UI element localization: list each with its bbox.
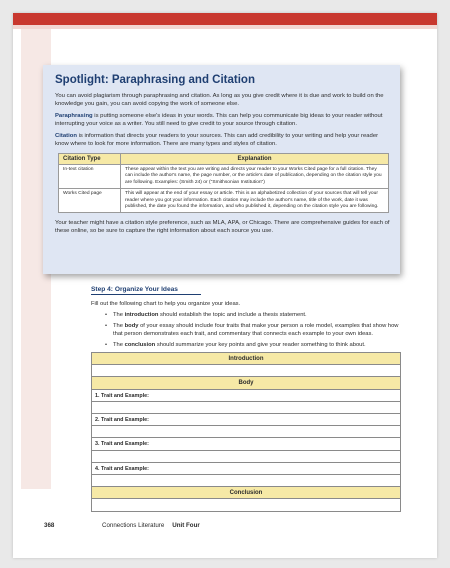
bullet-icon: • — [105, 312, 108, 318]
chart-trait-2-label: 2. Trait and Example: — [92, 414, 400, 426]
bullet-text: The introduction should establish the topic and include a thesis statement. — [113, 312, 307, 318]
chart-conclusion-header: Conclusion — [92, 487, 400, 499]
textbook-page — [13, 13, 437, 558]
citation-type-cell: In-text citation — [59, 165, 121, 189]
citation-term: Citation — [55, 133, 77, 139]
table-row — [59, 165, 389, 189]
chart-introduction-header: Introduction — [92, 353, 400, 365]
spotlight-intro: You can avoid plagiarism through paraphrasing and citation. As long as you give credit where it is due and work to build on the knowledge you gain, you can avoid copying the work of someone else. — [55, 93, 384, 107]
paraphrasing-term: Paraphrasing — [55, 113, 93, 119]
paraphrasing-paragraph — [55, 112, 390, 128]
step-instruction: Fill out the following chart to help you organize your ideas. — [91, 301, 241, 307]
chart-conclusion-field[interactable] — [92, 499, 400, 511]
chart-trait-4-field[interactable] — [92, 475, 400, 487]
top-color-band — [13, 13, 437, 25]
chart-trait-3-field[interactable] — [92, 451, 400, 463]
bullet-text: The conclusion should summarize your key points and give your reader something to think about. — [113, 342, 366, 348]
citation-paragraph — [55, 132, 390, 148]
bullet-text: The body of your essay should include four traits that make your person a role model, examples that show how that person demonstrates each trait, and commentary that connects each example to your own ideas. — [113, 323, 399, 337]
spotlight-box — [43, 65, 400, 274]
page-footer — [44, 522, 200, 529]
step-title: Step 4: Organize Your Ideas — [91, 286, 201, 295]
citation-table-header — [59, 154, 389, 165]
chart-body-header: Body — [92, 377, 400, 389]
column-header-type: Citation Type — [59, 154, 121, 165]
citation-explanation-cell: This will appear at the end of your essay or article. This is an alphabetized collection of your sources that will tell your reader where you got your information. Each citation may include the author's name, title of the work, date it was published, the date you found the information, and who published it, depending on the citation style you are following. — [121, 189, 389, 213]
bullet-icon: • — [105, 323, 108, 329]
column-header-explanation: Explanation — [121, 154, 389, 165]
citation-text: is information that directs your readers to your sources. This can add credibility to your writing and help your reader know where to look for more information. There are many types and styles of citation. — [55, 133, 379, 147]
list-item — [105, 322, 401, 338]
spotlight-title: Spotlight: Paraphrasing and Citation — [55, 74, 255, 86]
page-number: 368 — [44, 522, 55, 529]
step-section — [91, 286, 401, 352]
unit-label: Unit Four — [172, 522, 200, 529]
chart-trait-1-field[interactable] — [92, 402, 400, 414]
chart-trait-2-field[interactable] — [92, 426, 400, 438]
chart-introduction-field[interactable] — [92, 365, 400, 377]
chart-trait-4-label: 4. Trait and Example: — [92, 463, 400, 475]
chart-trait-3-label: 3. Trait and Example: — [92, 438, 400, 450]
list-item — [105, 341, 401, 349]
table-row — [59, 189, 389, 213]
step-bullet-list — [105, 311, 401, 349]
organizer-chart — [91, 352, 401, 512]
spotlight-closing: Your teacher might have a citation style preference, such as MLA, APA, or Chicago. There are comprehensive guides for each of these online, so be sure to capture the right information about each source you use. — [55, 220, 390, 235]
chart-trait-1-label: 1. Trait and Example: — [92, 390, 400, 402]
bullet-icon: • — [105, 342, 108, 348]
citation-type-cell: Works Cited page — [59, 189, 121, 213]
citation-explanation-cell: These appear within the text you are writing and directs your reader to your Works Cited page for a full citation. They can include the author's name, the page number, or the article's date of publication, depending on the citation style you are following. Examples: (Smith 24) or ("Smithsonian Institution") — [121, 165, 389, 189]
top-light-band — [13, 25, 437, 29]
list-item — [105, 311, 401, 319]
paraphrasing-text: is putting someone else's ideas in your words. This can help you communicate big ideas to your reader without interrupting your voice as a writer. You still need to give credit to your source through citation. — [55, 113, 383, 127]
citation-table — [58, 153, 389, 213]
book-title: Connections Literature — [102, 522, 165, 529]
